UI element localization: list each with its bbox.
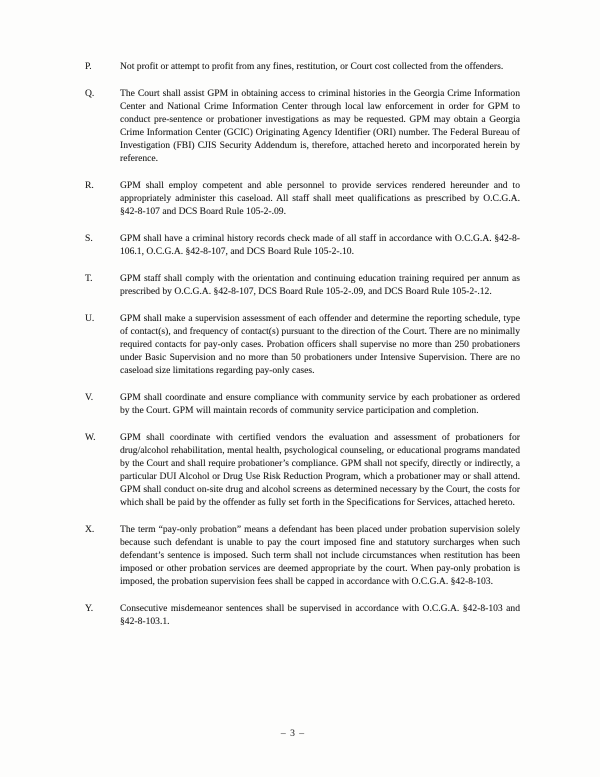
item-text: The term “pay-only probation” means a defendant has been placed under probation supervision solely because such defendant is unable to pay the court imposed fine and statutory surcharges when such defendant’s sentence is imposed. Such term shall not include circumstances when restitution has been imposed or other probation services are deemed appropriate by the court. When pay-only probation is imposed, the probation supervision fees shall be capped in accordance with O.C.G.A. §42-8-103. [120,524,520,587]
item-letter: R. [85,180,94,191]
item-letter: Q. [85,88,95,99]
item-letter: V. [85,392,94,403]
item-text: GPM shall employ competent and able personnel to provide services rendered hereunder and to appropriately administer this caseload. All staff shall meet qualifications as prescribed by O.C.G.A. §42-8-107 and DCS Board Rule 105-2-.09. [120,180,520,217]
item-letter: X. [85,524,95,535]
item-letter: T. [85,273,93,284]
list-item [85,272,520,298]
list-item [85,179,520,218]
list-item [85,523,520,588]
item-text: Not profit or attempt to profit from any fines, restitution, or Court cost collected from the offenders. [120,61,504,72]
list-item [85,431,520,509]
list-item [85,391,520,417]
item-list [85,60,520,628]
list-item [85,312,520,377]
item-text: GPM shall coordinate with certified vendors the evaluation and assessment of probationers for drug/alcohol rehabilitation, mental health, psychological counseling, or educational programs mandated by the Court and shall require probationer’s compliance. GPM shall not specify, directly or indirectly, a particular DUI Alcohol or Drug Use Risk Reduction Program, which a probationer may or shall attend. GPM shall conduct on-site drug and alcohol screens as determined necessary by the Court, the costs for which shall be paid by the offender as fully set forth in the Specifications for Services, attached hereto. [120,432,520,508]
item-text: GPM staff shall comply with the orientation and continuing education training required per annum as prescribed by O.C.G.A. §42-8-107, DCS Board Rule 105-2-.09, and DCS Board Rule 105-2-.12. [120,273,520,297]
item-letter: P. [85,61,92,72]
list-item [85,232,520,258]
item-letter: S. [85,233,93,244]
list-item [85,60,520,73]
item-text: GPM shall have a criminal history records check made of all staff in accordance with O.C.G.A. §42-8-106.1, O.C.G.A. §42-8-107, and DCS Board Rule 105-2-.10. [120,233,520,257]
item-letter: W. [85,432,96,443]
item-text: GPM shall coordinate and ensure compliance with community service by each probationer as ordered by the Court. GPM will maintain records of community service participation and completion. [120,392,520,416]
list-item [85,87,520,165]
item-letter: U. [85,313,95,324]
item-text: The Court shall assist GPM in obtaining access to criminal histories in the Georgia Crime Information Center and National Crime Information Center through local law enforcement in order for GPM to conduct pre-sentence or probationer investigations as may be requested. GPM may obtain a Georgia Crime Information Center (GCIC) Originating Agency Identifier (ORI) number. The Federal Bureau of Investigation (FBI) CJIS Security Addendum is, therefore, attached hereto and incorporated herein by reference. [120,88,520,164]
list-item [85,602,520,628]
item-text: GPM shall make a supervision assessment of each offender and determine the reporting schedule, type of contact(s), and frequency of contact(s) pursuant to the direction of the Court. There are no minimally required contacts for pay-only cases. Probation officers shall supervise no more than 250 probationers under Basic Supervision and no more than 50 probationers under Intensive Supervision. There are no caseload size limitations regarding pay-only cases. [120,313,520,376]
page-number: – 3 – [280,728,306,739]
item-letter: Y. [85,603,94,614]
item-text: Consecutive misdemeanor sentences shall be supervised in accordance with O.C.G.A. §42-8-103 and §42-8-103.1. [120,603,520,627]
